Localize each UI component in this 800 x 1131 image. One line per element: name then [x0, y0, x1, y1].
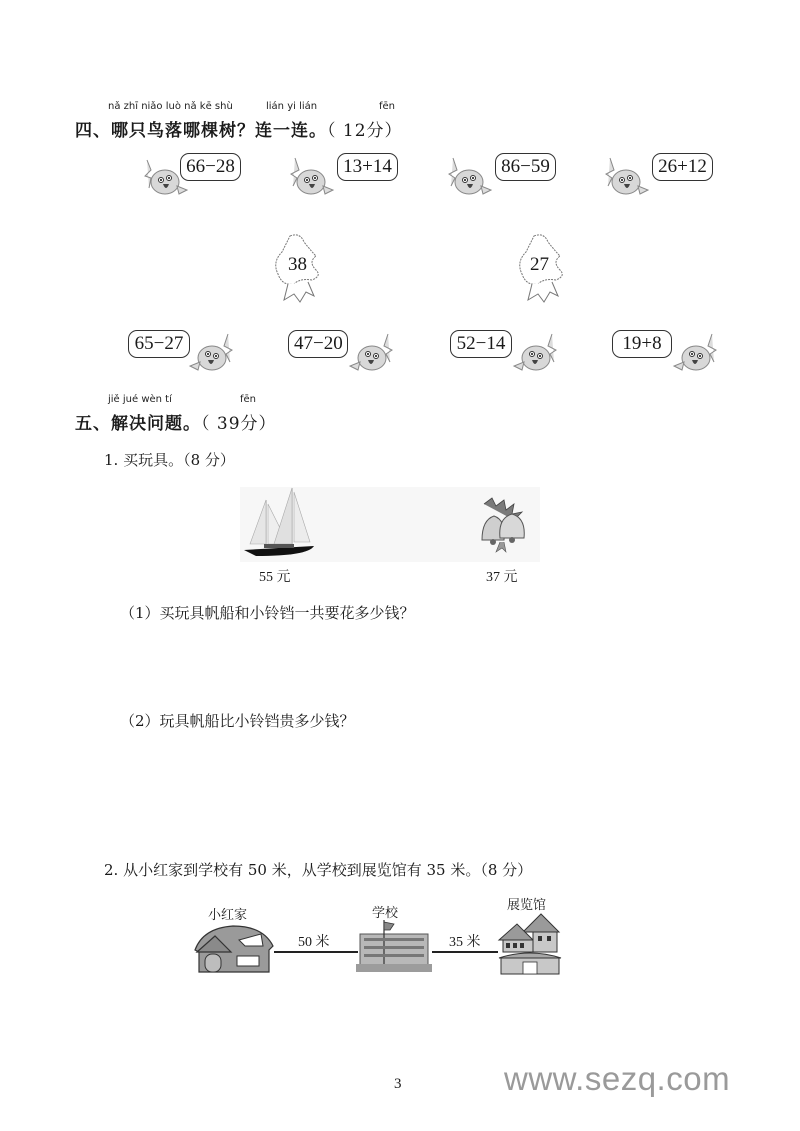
section5-score: （ 39分） [201, 414, 277, 434]
section4-pinyin-1: nǎ zhī niǎo luò nǎ kē shù [108, 101, 233, 112]
watermark: www.sezq.com [504, 1060, 731, 1097]
exhibition-hall-icon [497, 912, 563, 976]
tree-value: 38 [288, 254, 307, 275]
bells-price: 37 元 [486, 570, 518, 585]
section4-score: （ 12分） [327, 121, 403, 141]
bird-icon [289, 156, 335, 200]
bird-expression: 52−14 [450, 330, 512, 358]
place-label-xiaohong-home: 小红家 [208, 908, 248, 923]
bird-expression: 86−59 [495, 153, 556, 181]
bird-expression: 13+14 [337, 153, 398, 181]
section5-pinyin-2: fēn [240, 394, 257, 405]
section5-pinyin-1: jiě jué wèn tí [108, 394, 172, 405]
distance-label-2: 35 米 [449, 935, 481, 950]
page-number: 3 [394, 1076, 402, 1092]
place-label-school: 学校 [372, 906, 399, 921]
bird-expression: 19+8 [612, 330, 672, 358]
section4-pinyin-2: lián yi lián [266, 101, 318, 112]
road-line-2 [432, 951, 498, 953]
section4-title-text: 四、哪只鸟落哪棵树？连一连。 [75, 121, 327, 141]
bells-icon [474, 496, 530, 554]
place-label-exhibition-hall: 展览馆 [507, 898, 547, 913]
section5-title-text: 五、解决问题。 [75, 414, 201, 434]
bird-icon [512, 332, 558, 376]
sailboat-icon [242, 486, 316, 560]
bird-icon [447, 156, 493, 200]
sailboat-price: 55 元 [259, 570, 291, 585]
q2-title: 2. 从小红家到学校有 50 米，从学校到展览馆有 35 米。（8 分） [104, 861, 533, 879]
road-line-1 [274, 951, 358, 953]
bird-expression: 26+12 [652, 153, 713, 181]
bird-expression: 65−27 [128, 330, 190, 358]
q1-sub1: （1）买玩具帆船和小铃铛一共要花多少钱？ [120, 604, 415, 622]
bird-expression: 66−28 [180, 153, 241, 181]
distance-label-1: 50 米 [298, 935, 330, 950]
bird-icon [188, 332, 234, 376]
school-icon [356, 920, 432, 974]
bird-icon [604, 156, 650, 200]
bird-icon [348, 332, 394, 376]
q1-sub2: （2）玩具帆船比小铃铛贵多少钱？ [120, 712, 355, 730]
house-icon [193, 922, 275, 974]
bird-icon [672, 332, 718, 376]
section4-pinyin-3: fēn [379, 101, 396, 112]
q1-title: 1. 买玩具。（8 分） [104, 451, 235, 469]
bird-expression: 47−20 [288, 330, 348, 358]
section4-title [75, 116, 403, 141]
section5-title [75, 409, 277, 434]
tree-value: 27 [530, 254, 549, 275]
